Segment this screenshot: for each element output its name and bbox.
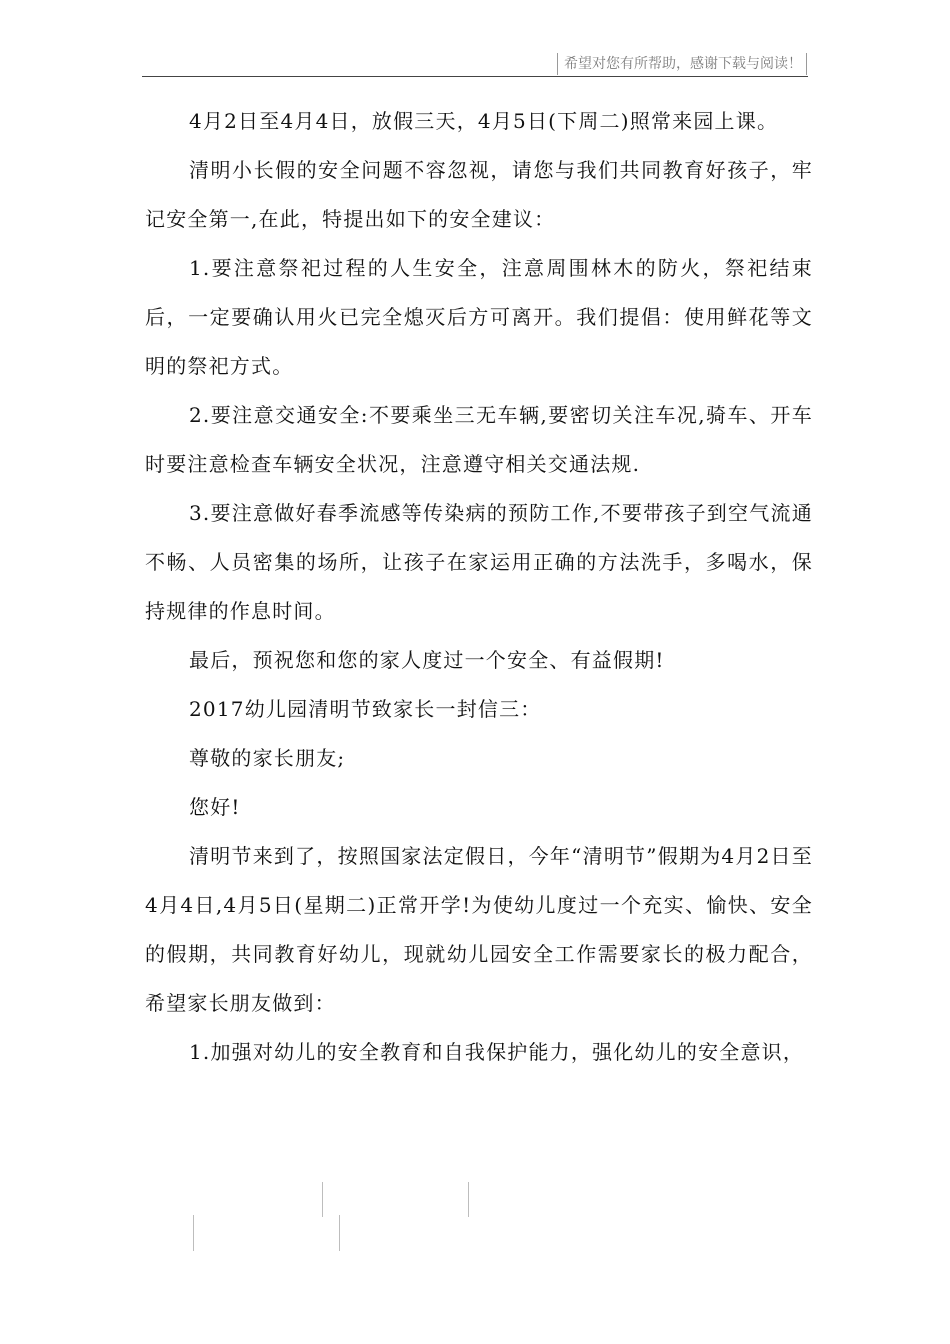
- table-fragment-line: [322, 1182, 323, 1217]
- paragraph-safety-tip-2: 2.要注意交通安全:不要乘坐三无车辆,要密切关注车况,骑车、开车时要注意检查车辆安全状况，注意遵守相关交通法规.: [145, 403, 813, 476]
- paragraph-closing-wish: 最后，预祝您和您的家人度过一个安全、有益假期!: [189, 648, 665, 672]
- paragraph-letter-title: 2017幼儿园清明节致家长一封信三：: [189, 697, 542, 721]
- header-tagline: 希望对您有所帮助，感谢下载与阅读！: [557, 53, 807, 75]
- paragraph-holiday-dates: 4月2日至4月4日，放假三天，4月5日(下周二)照常来园上课。: [189, 109, 779, 133]
- header-divider: [142, 76, 808, 77]
- paragraph-safety-intro: 清明小长假的安全问题不容忽视，请您与我们共同教育好孩子，牢记安全第一,在此，特提出如下的安全建议：: [145, 158, 813, 231]
- table-fragment-line: [339, 1215, 340, 1251]
- paragraph-safety-tip-3: 3.要注意做好春季流感等传染病的预防工作,不要带孩子到空气流通不畅、人员密集的场所，让孩子在家运用正确的方法洗手，多喝水，保持规律的作息时间。: [145, 501, 813, 623]
- table-fragment-line: [193, 1215, 194, 1251]
- table-fragment-line: [468, 1182, 469, 1217]
- paragraph-letter-intro: 清明节来到了，按照国家法定假日，今年“清明节”假期为4月2日至4月4日,4月5日(星期二)正常开学!为使幼儿度过一个充实、愉快、安全的假期，共同教育好幼儿，现就幼儿园安全工作需要家长的极力配合，希望家长朋友做到：: [145, 844, 813, 1015]
- document-body: [145, 97, 813, 1077]
- paragraph-salutation: 尊敬的家长朋友;: [189, 746, 346, 770]
- paragraph-letter-tip-1: 1.加强对幼儿的安全教育和自我保护能力，强化幼儿的安全意识，: [189, 1040, 805, 1064]
- paragraph-safety-tip-1: 1.要注意祭祀过程的人生安全，注意周围林木的防火，祭祀结束后，一定要确认用火已完全熄灭后方可离开。我们提倡：使用鲜花等文明的祭祀方式。: [145, 256, 813, 378]
- paragraph-greeting: 您好!: [189, 795, 241, 819]
